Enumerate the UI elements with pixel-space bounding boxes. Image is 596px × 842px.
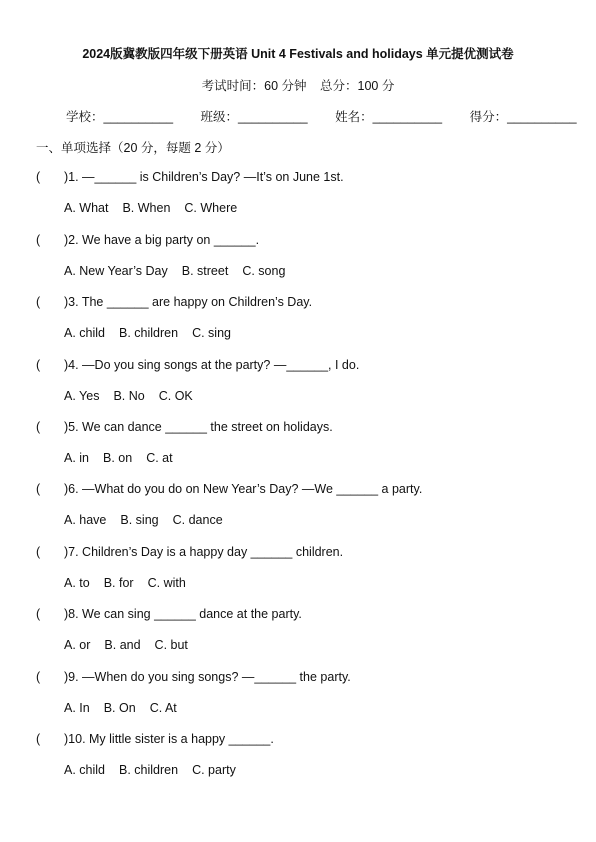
option-a: A. New Year’s Day — [64, 264, 168, 278]
question-5-options — [64, 451, 173, 465]
option-a: A. or — [64, 638, 91, 652]
option-c: C. with — [147, 576, 186, 590]
blank-line[interactable]: __________ — [507, 110, 577, 124]
question-4-options — [64, 389, 193, 403]
option-b: B. for — [103, 576, 134, 590]
question-10-options — [64, 763, 236, 777]
answer-bracket[interactable]: ( — [36, 670, 41, 684]
question-4 — [36, 358, 359, 372]
question-6-options — [64, 513, 223, 527]
answer-bracket[interactable]: ( — [36, 545, 41, 559]
field-label: 班级： — [200, 110, 239, 124]
field-name — [335, 107, 442, 125]
option-b: B. children — [119, 326, 179, 340]
answer-bracket[interactable]: ( — [36, 732, 41, 746]
option-c: C. at — [146, 451, 173, 465]
option-b: B. and — [104, 638, 141, 652]
option-c: C. OK — [158, 389, 193, 403]
question-text: )1. —______ is Children’s Day? —It’s on June 1st. — [64, 170, 344, 184]
answer-bracket[interactable]: ( — [36, 358, 41, 372]
option-c: C. dance — [172, 513, 223, 527]
question-1-options — [64, 201, 237, 215]
question-3-options — [64, 326, 231, 340]
option-a: A. child — [64, 763, 105, 777]
option-a: A. in — [64, 451, 90, 465]
option-a: A. Yes — [64, 389, 100, 403]
field-label: 学校： — [66, 110, 104, 124]
field-label: 姓名： — [335, 110, 373, 124]
option-b: B. On — [103, 701, 136, 715]
question-7 — [36, 545, 343, 559]
answer-bracket[interactable]: ( — [36, 420, 41, 434]
question-3 — [36, 295, 312, 309]
answer-bracket[interactable]: ( — [36, 295, 41, 309]
question-text: )4. —Do you sing songs at the party? —______, I do. — [64, 358, 360, 372]
option-c: C. sing — [192, 326, 231, 340]
question-2 — [36, 233, 259, 247]
answer-bracket[interactable]: ( — [36, 607, 41, 621]
option-b: B. sing — [120, 513, 159, 527]
blank-line[interactable]: __________ — [372, 110, 443, 124]
answer-bracket[interactable]: ( — [36, 482, 41, 496]
field-label: 得分： — [469, 110, 508, 124]
question-text: )10. My little sister is a happy ______. — [64, 732, 274, 746]
option-a: A. In — [64, 701, 90, 715]
blank-line[interactable]: __________ — [103, 110, 174, 124]
answer-bracket[interactable]: ( — [36, 233, 41, 247]
option-a: A. What — [64, 201, 109, 215]
question-text: )6. —What do you do on New Year’s Day? —We ______ a party. — [64, 482, 423, 496]
option-c: C. party — [192, 763, 236, 777]
option-b: B. children — [119, 763, 179, 777]
question-text: )2. We have a big party on ______. — [64, 233, 260, 247]
question-1 — [36, 170, 344, 184]
page-title: 2024版冀教版四年级下册英语 Unit 4 Festivals and holidays 单元提优测试卷 — [82, 47, 514, 61]
answer-bracket[interactable]: ( — [36, 170, 41, 184]
field-school — [66, 107, 173, 125]
question-6 — [36, 482, 422, 496]
exam-total-score: 总分：100 分 — [320, 79, 395, 93]
student-info-fields — [66, 107, 596, 125]
option-b: B. No — [113, 389, 145, 403]
question-10 — [36, 732, 274, 746]
option-b: B. on — [103, 451, 133, 465]
question-5 — [36, 420, 333, 434]
question-text: )3. The ______ are happy on Children’s Day. — [64, 295, 313, 309]
question-text: )8. We can sing ______ dance at the party. — [64, 607, 302, 621]
question-text: )7. Children’s Day is a happy day ______ children. — [64, 545, 344, 559]
section-heading: 一、单项选择（20 分，每题 2 分） — [36, 141, 230, 155]
option-c: C. but — [154, 638, 188, 652]
option-a: A. have — [64, 513, 107, 527]
question-7-options — [64, 576, 186, 590]
exam-info — [0, 76, 596, 94]
option-c: C. Where — [184, 201, 238, 215]
option-a: A. to — [64, 576, 90, 590]
option-b: B. When — [122, 201, 171, 215]
option-c: C. At — [149, 701, 177, 715]
field-class — [201, 107, 308, 125]
option-a: A. child — [64, 326, 105, 340]
question-8-options — [64, 638, 188, 652]
exam-time: 考试时间：60 分钟 — [201, 79, 307, 93]
blank-line[interactable]: __________ — [238, 110, 308, 124]
option-b: B. street — [181, 264, 229, 278]
question-9-options — [64, 701, 177, 715]
field-score — [470, 107, 577, 125]
question-text: )5. We can dance ______ the street on holidays. — [64, 420, 333, 434]
question-2-options — [64, 264, 285, 278]
question-9 — [36, 670, 351, 684]
question-text: )9. —When do you sing songs? —______ the party. — [64, 670, 351, 684]
question-8 — [36, 607, 302, 621]
option-c: C. song — [242, 264, 286, 278]
